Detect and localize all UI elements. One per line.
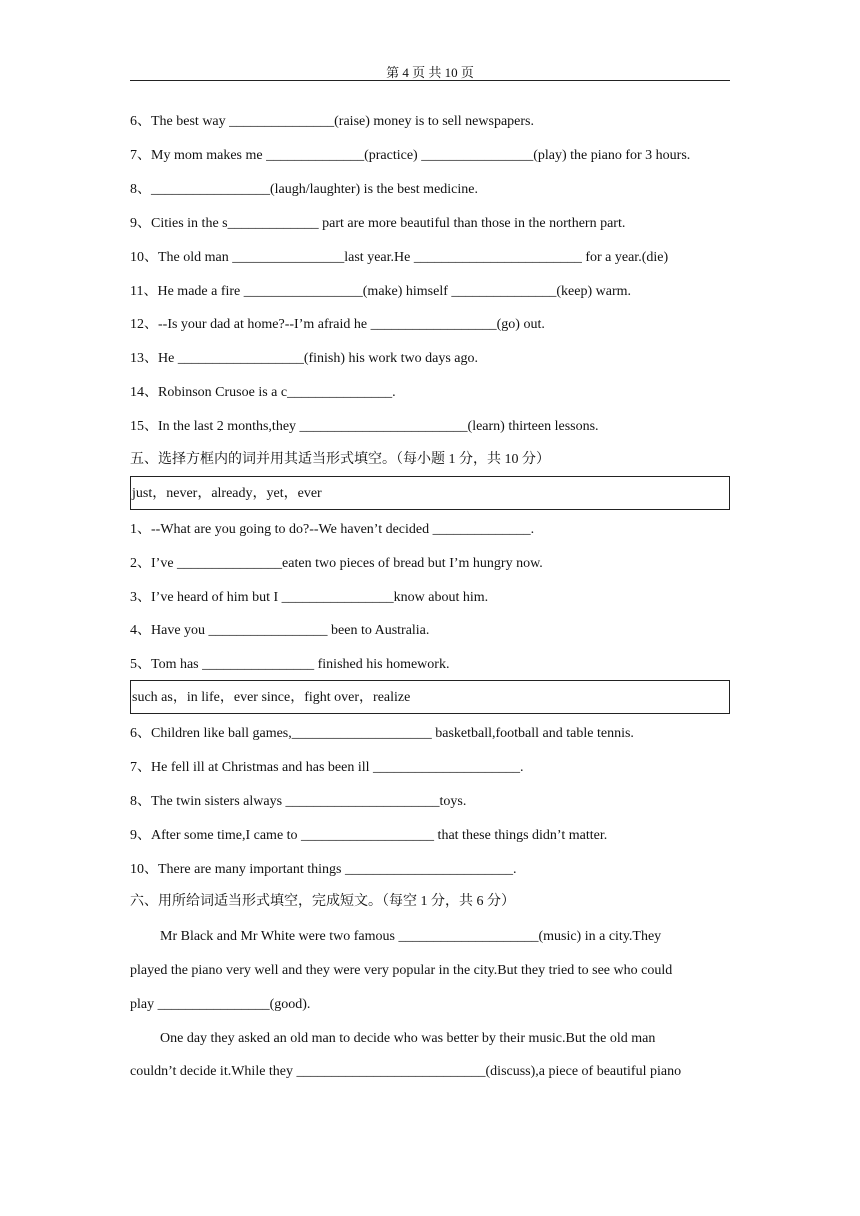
question-line: 10、The old man ________________last year.He ________________________ for a year.(die) (130, 250, 669, 265)
passage-line: couldn’t decide it.While they ___________________________(discuss),a piece of beautiful piano (130, 1064, 682, 1079)
question-line: 6、The best way _______________(raise) money is to sell newspapers. (130, 114, 534, 129)
question-line: 13、He __________________(finish) his work two days ago. (130, 351, 479, 366)
question-line: 6、Children like ball games,____________________ basketball,football and table tennis. (130, 726, 634, 741)
question-line: 9、After some time,I came to ___________________ that these things didn’t matter. (130, 828, 608, 843)
passage-line: played the piano very well and they were very popular in the city.But they tried to see who could (130, 963, 673, 978)
word-bank-box (130, 680, 730, 714)
question-line: 10、There are many important things ________________________. (130, 862, 517, 877)
question-line: 14、Robinson Crusoe is a c_______________. (130, 385, 396, 400)
question-line: 12、--Is your dad at home?--I’m afraid he __________________(go) out. (130, 317, 545, 332)
word-bank-text: just，never，already，yet，ever (132, 486, 322, 501)
question-line: 5、Tom has ________________ finished his homework. (130, 657, 450, 672)
question-line: 7、He fell ill at Christmas and has been ill _____________________. (130, 760, 524, 775)
passage-line: One day they asked an old man to decide who was better by their music.But the old man (160, 1031, 656, 1046)
passage-line: Mr Black and Mr White were two famous ____________________(music) in a city.They (160, 929, 662, 944)
page-indicator: 第 4 页 共 10 页 (386, 65, 474, 80)
question-line: 9、Cities in the s_____________ part are more beautiful than those in the northern part. (130, 216, 626, 231)
word-bank-text: such as，in life，ever since，fight over，realize (132, 690, 411, 705)
word-bank-box (130, 476, 730, 510)
question-line: 4、Have you _________________ been to Australia. (130, 623, 430, 638)
section-heading: 六、用所给词适当形式填空，完成短文。（每空 1 分，共 6 分） (130, 894, 515, 909)
question-line: 8、The twin sisters always ______________________toys. (130, 794, 467, 809)
question-line: 15、In the last 2 months,they ________________________(learn) thirteen lessons. (130, 419, 599, 434)
section-heading: 五、选择方框内的词并用其适当形式填空。（每小题 1 分，共 10 分） (130, 452, 550, 467)
passage-line: play ________________(good). (130, 997, 311, 1012)
question-line: 11、He made a fire _________________(make) himself _______________(keep) warm. (130, 284, 632, 299)
question-line: 1、--What are you going to do?--We haven’t decided ______________. (130, 522, 535, 537)
question-line: 2、I’ve _______________eaten two pieces of bread but I’m hungry now. (130, 556, 543, 571)
question-line: 8、_________________(laugh/laughter) is the best medicine. (130, 182, 478, 197)
question-line: 7、My mom makes me ______________(practice) ________________(play) the piano for 3 hours. (130, 148, 691, 163)
question-line: 3、I’ve heard of him but I ________________know about him. (130, 590, 489, 605)
header-divider (130, 80, 730, 81)
